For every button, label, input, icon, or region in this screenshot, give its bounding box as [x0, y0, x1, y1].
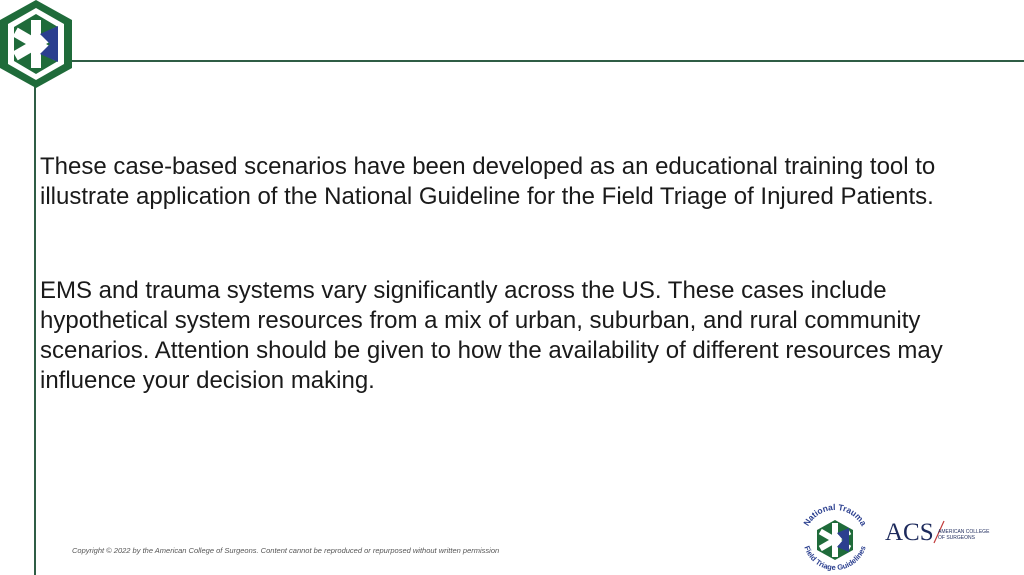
acs-name-line2: OF SURGEONS	[938, 535, 975, 541]
ntft-arc-top-text: National Trauma	[801, 501, 869, 528]
ntft-arc-bottom-text: Field Triage Guidelines	[802, 544, 868, 573]
left-rule	[34, 75, 36, 575]
header-rule	[60, 60, 1024, 62]
intro-text	[40, 152, 1000, 396]
acs-mark-text: ACS	[885, 519, 934, 546]
acs-logo	[884, 515, 996, 549]
triage-star-logo-icon	[0, 0, 72, 88]
paragraph-purpose: These case-based scenarios have been developed as an educational training tool to illustrate application of the National Guideline for the Field Triage of Injured Patients.	[40, 153, 936, 210]
ntft-star-icon	[817, 520, 853, 560]
acs-name-line1: AMERICAN COLLEGE	[938, 529, 990, 535]
paragraph-systems: EMS and trauma systems vary significantly across the US. These cases include hypothetical system resources from a mix of urban, suburban, and rural community scenarios. Attention should be given to how the availability of different resources may influence your decision making.	[40, 277, 943, 394]
copyright-notice: Copyright © 2022 by the American College of Surgeons. Content cannot be reproduced or repurposed without written permission	[72, 546, 500, 555]
national-trauma-logo	[795, 498, 875, 575]
